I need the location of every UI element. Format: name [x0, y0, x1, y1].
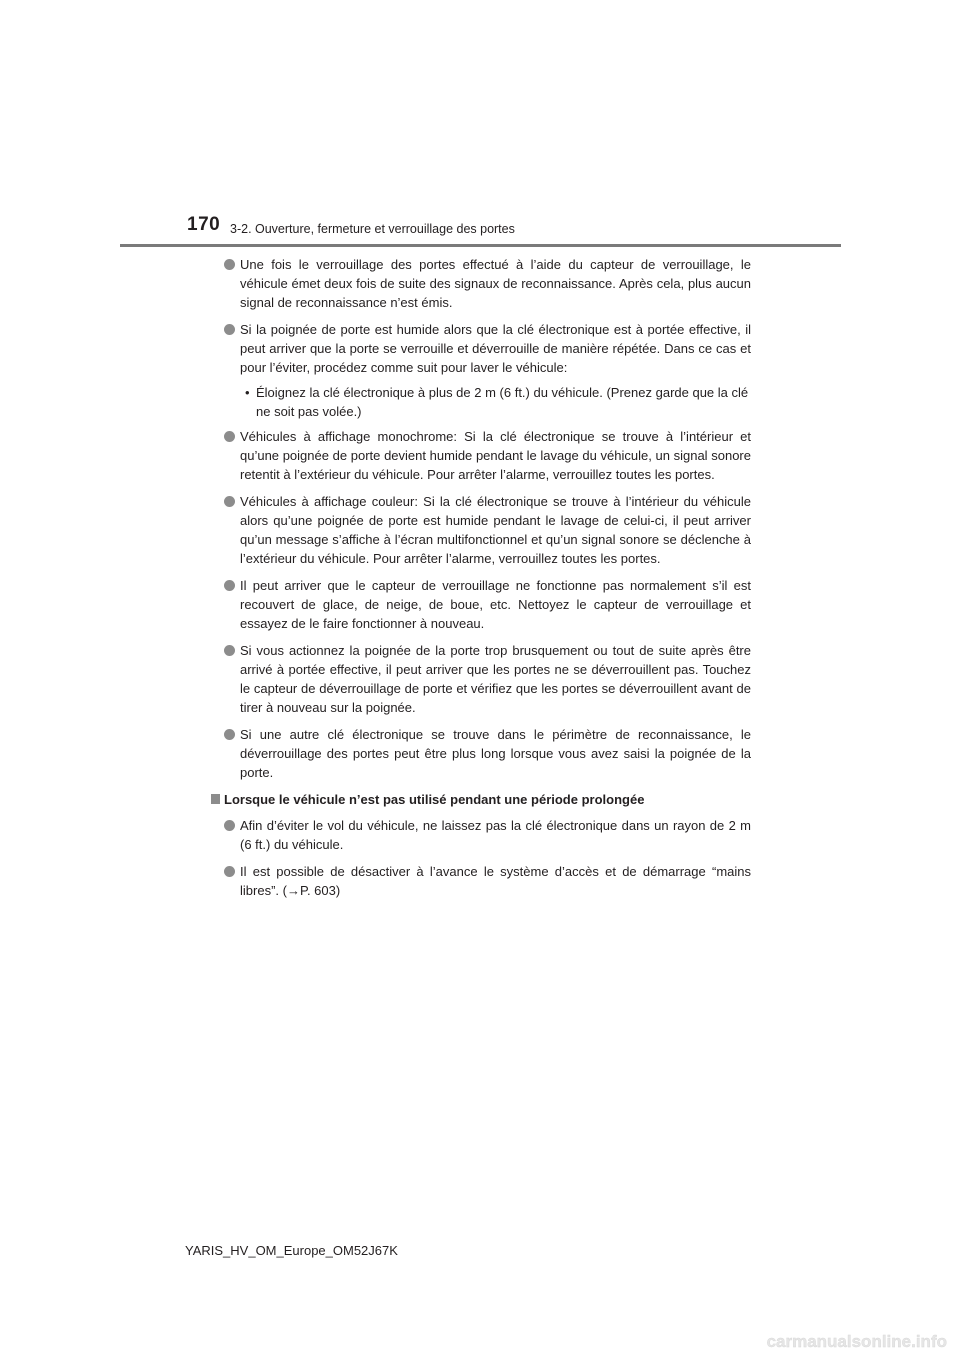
bullet-text: Si vous actionnez la poignée de la porte trop brusquement ou tout de suite après être arrivé à portée effective, il peut arriver que les portes ne se déverrouillent pas. Touchez le capteur de déverrouillage de porte et vérifiez que les portes se déverrouillent avant de tirer à nouveau sur la poignée.: [240, 643, 751, 715]
bullet-text: Une fois le verrouillage des portes effectué à l’aide du capteur de verrouillage, le véhicule émet deux fois de suite des signaux de reconnaissance. Après cela, plus aucun signal de reconnaissance n’est émis.: [240, 257, 751, 310]
bullet-text: Si la poignée de porte est humide alors que la clé électronique est à portée effective, il peut arriver que la porte se verrouille et déverrouille de manière répétée. Dans ce cas et pour l’éviter, procédez comme suit pour laver le véhicule:: [240, 322, 751, 375]
bullet-item: [224, 320, 751, 377]
bullet-item: [224, 576, 751, 633]
bullet-item: [224, 862, 751, 900]
bullet-text: Afin d’éviter le vol du véhicule, ne laissez pas la clé électronique dans un rayon de 2 m (6 ft.) du véhicule.: [240, 818, 751, 852]
bullet-item: [224, 255, 751, 312]
bullet-text: Si une autre clé électronique se trouve dans le périmètre de reconnaissance, le déverrouillage des portes peut être plus long lorsque vous avez saisi la poignée de la porte.: [240, 727, 751, 780]
sub-bullet-text: Éloignez la clé électronique à plus de 2 m (6 ft.) du véhicule. (Prenez garde que la clé ne soit pas volée.): [256, 385, 749, 419]
page-header: [0, 0, 960, 250]
bullet-text: Il est possible de désactiver à l’avance le système d’accès et de démarrage “mains libres”. (→P. 603): [240, 864, 751, 898]
bullet-dot-icon: [224, 729, 235, 740]
bullet-dot-icon: [224, 866, 235, 877]
bullet-dot-icon: [224, 580, 235, 591]
bullet-item: [224, 725, 751, 782]
bullet-item: [224, 427, 751, 484]
page-content: [224, 255, 751, 908]
section-heading-text: Lorsque le véhicule n’est pas utilisé pendant une période prolongée: [224, 792, 645, 807]
bullet-text: Il peut arriver que le capteur de verrouillage ne fonctionne pas normalement s’il est recouvert de glace, de neige, de boue, etc. Nettoyez le capteur de verrouillage et essayez de le faire fonctionner à nouveau.: [240, 578, 751, 631]
bullet-dot-icon: [224, 496, 235, 507]
document-code: YARIS_HV_OM_Europe_OM52J67K: [185, 1243, 398, 1258]
page-number: 170: [187, 214, 221, 235]
watermark-logo: [748, 1328, 948, 1354]
bullet-item: [224, 492, 751, 568]
bullet-text: Véhicules à affichage monochrome: Si la clé électronique se trouve à l’intérieur et qu’une poignée de porte devient humide pendant le lavage du véhicule, un signal sonore retentit à l’extérieur du véhicule. Pour arrêter l’alarme, verrouillez toutes les portes.: [240, 429, 751, 482]
section-title: 3-2. Ouverture, fermeture et verrouillage des portes: [230, 222, 515, 236]
sub-bullet-item: [224, 383, 751, 421]
header-divider: [120, 244, 841, 247]
bullet-item: [224, 816, 751, 854]
bullet-dot-icon: [224, 645, 235, 656]
section-heading: [211, 790, 738, 809]
sub-bullet-mark: •: [245, 385, 250, 400]
bullet-dot-icon: [224, 259, 235, 270]
bullet-dot-icon: [224, 324, 235, 335]
bullet-text: Véhicules à affichage couleur: Si la clé électronique se trouve à l’intérieur du véhicule alors qu’une poignée de porte est humide pendant le lavage de celui-ci, il peut arriver qu’un message s’affiche à l’écran multifonctionnel et qu’un signal sonore se déclenche à l’extérieur du véhicule. Pour arrêter l’alarme, verrouillez toutes les portes.: [240, 494, 751, 566]
watermark-text: carmanualsonline.info: [766, 1332, 947, 1351]
bullet-item: [224, 641, 751, 717]
bullet-dot-icon: [224, 820, 235, 831]
bullet-dot-icon: [224, 431, 235, 442]
heading-square-icon: [211, 794, 220, 804]
